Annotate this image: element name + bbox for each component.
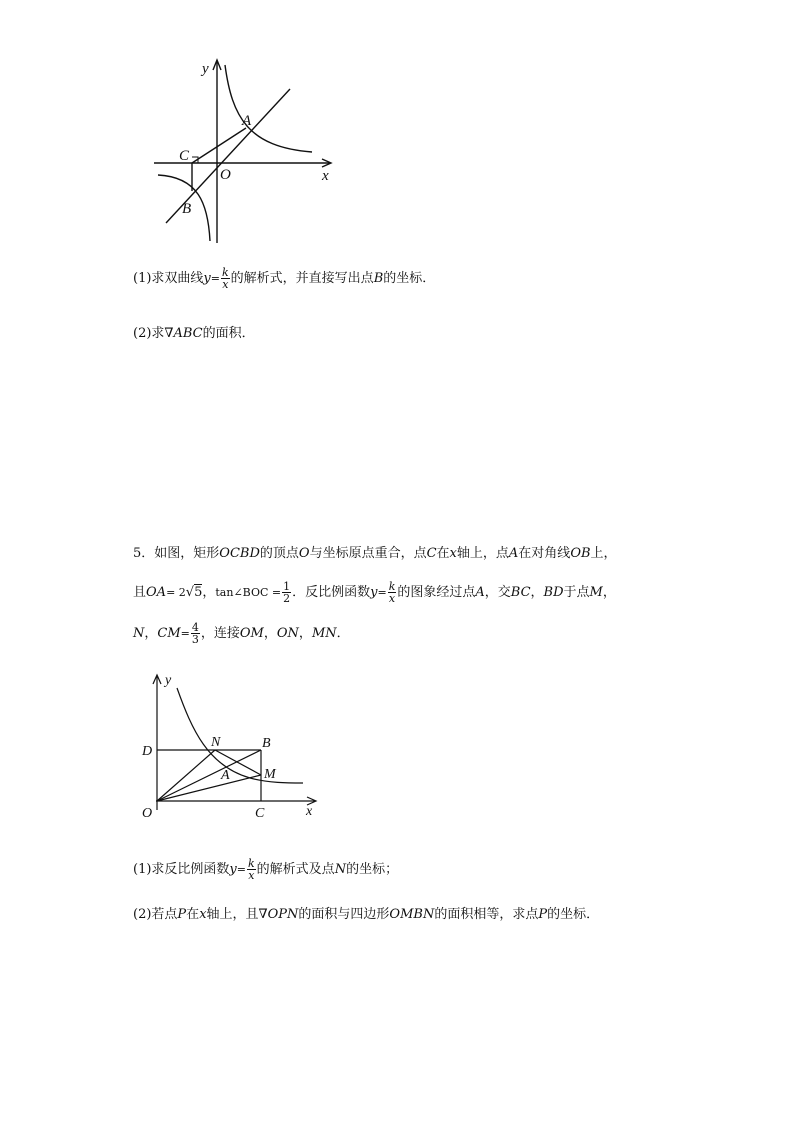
q4-part1-tail-b: 的坐标． [383,271,436,286]
q5-l2-bc: BC [510,585,531,600]
q5-l3-e: ． [336,626,350,641]
q5-l2-d: ，交 [484,585,511,600]
q5-l3-frac [191,622,200,645]
q5-l3-n-pt: N [133,626,145,641]
fig1-label-A: A [242,113,252,129]
q5-part1-tail-b: 的坐标； [346,862,399,877]
q5-l1-rect: OCBD [219,546,260,561]
fig2-label-M: M [264,767,276,782]
q5-part1 [133,858,398,881]
q5-l2-kx [388,581,397,604]
q5-l2-f: 于点 [563,585,590,600]
q5-l1-k: 在对角线 [518,546,571,561]
q5-p2-triangle: ∇OPN [258,907,299,922]
q5-p2-f: 的坐标． [547,907,600,922]
fig2-label-O: O [142,806,153,821]
fig1-label-B: B [182,201,192,217]
q5-p2-a: (2)若点 [133,907,178,922]
q5-l2-b: ．反比例函数 [292,585,371,600]
q5-l1-a-pt: A [508,546,519,561]
q5-l3-a: ， [144,626,158,641]
fig1-label-x: x [322,168,329,184]
fig1-label-C: C [179,148,190,164]
q5-l2-eqs: = [377,586,387,599]
q5-l3-b: ，连接 [200,626,240,641]
q5-l2-a: 且 [133,585,147,600]
q5-line3 [133,622,350,645]
q5-part1-frac-num: k [248,857,255,870]
q5-p2-c: 轴上，且 [206,907,259,922]
q5-l1-ob: OB [570,546,591,561]
q5-l1-x: x [449,546,457,561]
q5-p2-d: 的面积与四边形 [298,907,390,922]
q4-part2-lead: (2)求 [133,326,165,341]
q5-l2-bd: BD [543,585,564,600]
fig2-label-B: B [262,736,271,751]
diagonal-OB [157,750,261,801]
q4-part1-lead: (1)求双曲线 [133,271,204,286]
q5-l1-i: 轴上，点 [456,546,509,561]
q5-p2-p: P [177,907,187,922]
q5-l2-half-num: 1 [283,580,291,593]
q4-part1-tail-a: 的解析式，并直接写出点 [230,271,374,286]
q5-part1-eq-y: y [229,862,237,877]
q5-l3-den: 3 [191,633,199,646]
fig2-label-y: y [165,673,172,688]
q5-l3-c: ， [263,626,277,641]
q5-line2 [133,581,616,604]
q5-l3-eq: = [180,627,190,640]
q5-part1-eq-sign: = [236,863,246,876]
hyperbola-figure [150,55,340,250]
fig2-label-A: A [221,768,230,783]
q5-l2-eq: = 2 [166,586,186,599]
q5-l2-y: y [370,585,378,600]
fig2-hyperbola [177,688,303,783]
q5-l2-k: k [388,580,396,593]
q5-l2-g: ， [602,585,616,600]
q5-l2-m-pt: M [589,585,603,600]
q5-l2-tan: tan∠BOC = [215,586,282,599]
q4-part1-frac-num: k [222,266,229,279]
q5-l2-sqrt-value: 5 [194,585,203,600]
q5-part2 [133,906,599,924]
q5-part1-tail-a: 的解析式及点 [256,862,335,877]
q5-l1-a: 5．如图，矩形 [133,546,220,561]
q4-part2-tail: 的面积． [202,326,255,341]
q5-part1-point: N [334,862,347,877]
q5-p2-x: x [199,907,207,922]
q4-part1 [133,267,435,290]
q5-l3-cm: CM [157,626,181,641]
q5-l1-c-pt: C [426,546,437,561]
fig2-label-x: x [306,804,313,819]
q5-part1-frac-den: x [248,869,255,882]
q5-l2-e: ， [530,585,544,600]
q5-l3-om: OM [239,626,264,641]
fig2-label-D: D [142,744,153,759]
q5-l1-o: O [298,546,310,561]
q5-p2-e: 的面积相等，求点 [434,907,539,922]
q5-p2-b: 在 [186,907,200,922]
q4-part1-point: B [373,271,384,286]
q5-l3-d: ， [298,626,312,641]
q4-part2 [133,325,255,343]
q5-p2-p2: P [538,907,548,922]
q5-line1 [133,545,617,563]
hyperbola-branch-1 [225,65,312,152]
rectangle-figure [138,670,323,825]
q4-part2-triangle: ∇ABC [164,326,203,341]
fig1-label-y: y [202,61,209,77]
q5-l2-comma: ， [202,585,216,600]
fig2-label-C: C [255,806,265,821]
q4-part1-frac-den: x [222,278,229,291]
q5-l1-g: 在 [436,546,450,561]
q5-l3-mn: MN [311,626,337,641]
q5-l1-c: 的顶点 [259,546,299,561]
fig2-label-N: N [211,735,221,750]
q5-part1-fraction [247,858,256,881]
q5-l2-x: x [388,592,396,605]
q5-l2-a-pt: A [475,585,485,600]
q5-l2-c: 的图象经过点 [397,585,476,600]
fig1-label-O: O [220,167,231,183]
q5-l1-e: 与坐标原点重合，点 [309,546,427,561]
q5-l3-on: ON [276,626,299,641]
q5-l3-num: 4 [191,621,199,634]
q5-l2-half [282,581,291,604]
q5-l2-half-den: 2 [283,592,291,605]
q4-part1-eq-sign: = [210,272,220,285]
q5-part1-lead: (1)求反比例函数 [133,862,230,877]
q5-l2-oa: OA [146,585,167,600]
q5-l2-sqrt-sign: √ [185,585,195,600]
q5-l2-sqrt [186,584,203,600]
q5-l1-m: 上， [590,546,617,561]
q4-part1-fraction [221,267,230,290]
q4-part1-eq-y: y [203,271,211,286]
q5-p2-quad: OMBN [389,907,435,922]
